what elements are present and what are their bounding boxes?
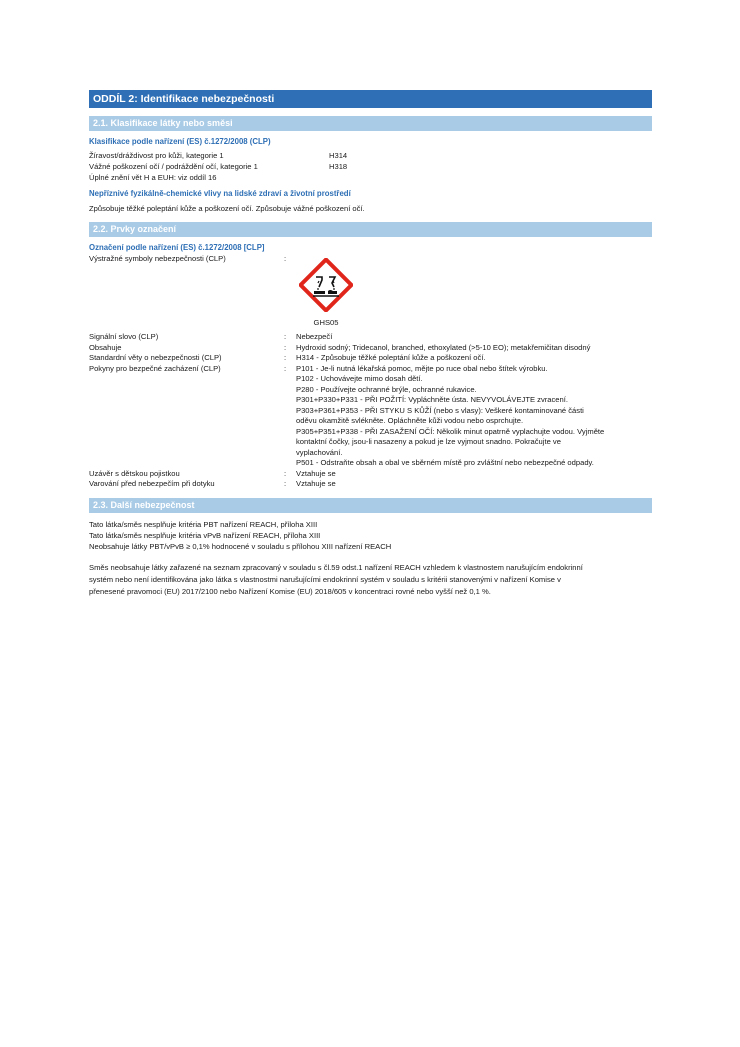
paragraph-line: Směs neobsahuje látky zařazené na seznam zpracovaný v souladu s čl.59 odst.1 nařízení REACH vzhledem k vlastnostem narušujícím endokrinní	[89, 562, 583, 572]
label-row-signal-word	[89, 332, 652, 343]
row-label: Obsahuje	[89, 342, 122, 352]
row-label: Pokyny pro bezpečné zacházení (CLP)	[89, 363, 221, 373]
labelling-title: Označení podle nařízení (ES) č.1272/2008 [CLP]	[89, 243, 265, 252]
pictogram	[296, 254, 356, 328]
classification-code: H318	[329, 162, 348, 171]
classification-code: H314	[329, 151, 348, 160]
adverse-effects-title: Nepříznivé fyzikálně-chemické vlivy na lidské zdraví a životní prostředí	[89, 189, 351, 198]
row-value-lines	[296, 364, 646, 469]
label-elements-list	[89, 332, 652, 490]
other-hazards-list	[89, 519, 652, 552]
pictogram-code: GHS05	[313, 318, 339, 327]
pictogram-label: Výstražné symboly nebezpečnosti (CLP)	[89, 254, 226, 263]
colon: :	[284, 342, 287, 352]
precautionary-line: kontaktní čočky, jsou-li nasazeny a pokud je lze vyjmout snadno. Pokračujte ve	[296, 437, 561, 446]
subsection-2-2-title: 2.2. Prvky označení	[89, 222, 652, 237]
classification-label: Žíravost/dráždivost pro kůži, kategorie 1	[89, 151, 224, 160]
other-hazard-line: Tato látka/směs nesplňuje kritéria PBT nařízení REACH, příloha XIII	[89, 519, 318, 529]
section-title: ODDÍL 2: Identifikace nebezpečnosti	[89, 90, 652, 108]
row-value: H314 - Způsobuje těžké poleptání kůže a poškození očí.	[296, 353, 486, 362]
label-row-contains	[89, 343, 652, 354]
paragraph-line: přenesené pravomoci (EU) 2017/2100 nebo Nařízení Komise (EU) 2018/605 v koncentraci rovné nebo vyšší než 0,1 %.	[89, 586, 491, 596]
classification-list	[89, 150, 652, 183]
other-hazard-line: Neobsahuje látky PBT/vPvB ≥ 0,1% hodnocené v souladu s přílohou XIII nařízení REACH	[89, 541, 392, 551]
row-value: Vztahuje se	[296, 468, 336, 478]
row-value: Vztahuje se	[296, 479, 336, 488]
colon: :	[284, 332, 287, 341]
precautionary-line: P101 - Je-li nutná lékařská pomoc, mějte po ruce obal nebo štítek výrobku.	[296, 363, 548, 373]
paragraph-line: systém nebo není identifikována jako látka s vlastnostmi narušujícími endokrinní systém v souladu s kritérii stanovenými v nařízení Komise v	[89, 574, 561, 584]
row-label: Uzávěr s dětskou pojistkou	[89, 468, 180, 478]
row-value: Nebezpečí	[296, 332, 333, 341]
classification-label: Vážné poškození očí / podráždění očí, kategorie 1	[89, 162, 258, 171]
endocrine-paragraph	[89, 562, 652, 598]
label-row-hazard-statements	[89, 353, 652, 364]
precautionary-line: oděvu okamžitě svlékněte. Opláchněte kůži vodou nebo osprchujte.	[296, 416, 524, 425]
colon: :	[284, 468, 287, 478]
subsection-2-1-title: 2.1. Klasifikace látky nebo směsi	[89, 116, 652, 131]
row-value: Hydroxid sodný; Tridecanol, branched, ethoxylated (>5-10 EO); metakřemičitan disodný	[296, 342, 591, 352]
precautionary-line: P280 - Používejte ochranné brýle, ochranné rukavice.	[296, 384, 477, 394]
corrosion-pictogram-icon	[299, 258, 353, 312]
adverse-effects-text: Způsobuje těžké poleptání kůže a poškození očí. Způsobuje vážné poškození očí.	[89, 204, 365, 213]
other-hazard-line: Tato látka/směs nesplňuje kritéria vPvB nařízení REACH, příloha XIII	[89, 530, 321, 540]
row-label: Standardní věty o nebezpečnosti (CLP)	[89, 353, 222, 362]
precautionary-line: P305+P351+P338 - PŘI ZASAŽENÍ OČÍ: Několik minut opatrně vyplachujte vodou. Vyjměte	[296, 426, 605, 436]
sds-page	[89, 90, 652, 598]
row-label: Signální slovo (CLP)	[89, 332, 159, 341]
precautionary-line: P303+P361+P353 - PŘI STYKU S KŮŽÍ (nebo s vlasy): Veškeré kontaminované části	[296, 405, 584, 415]
colon: :	[284, 479, 287, 488]
precautionary-line: P301+P330+P331 - PŘI POŽITÍ: Vypláchněte ústa. NEVYVOLÁVEJTE zvracení.	[296, 395, 568, 404]
label-row-precautionary-statements	[89, 364, 652, 469]
full-text-reference: Úplné znění vět H a EUH: viz oddíl 16	[89, 173, 217, 182]
colon: :	[284, 254, 287, 263]
row-label: Varování před nebezpečím při dotyku	[89, 479, 215, 488]
precautionary-line: P102 - Uchovávejte mimo dosah dětí.	[296, 374, 423, 383]
precautionary-line: vyplachování.	[296, 447, 343, 457]
pictogram-row	[89, 254, 652, 328]
label-row-tactile-warning	[89, 479, 652, 490]
colon: :	[284, 353, 287, 362]
label-row-child-resistant	[89, 469, 652, 480]
subsection-2-3-title: 2.3. Další nebezpečnost	[89, 498, 652, 513]
precautionary-line: P501 - Odstraňte obsah a obal ve sběrném místě pro zvláštní nebo nebezpečné odpady.	[296, 458, 594, 467]
colon: :	[284, 363, 287, 373]
classification-row	[89, 161, 652, 172]
classification-row	[89, 150, 652, 161]
clp-classification-title: Klasifikace podle nařízení (ES) č.1272/2008 (CLP)	[89, 137, 271, 146]
